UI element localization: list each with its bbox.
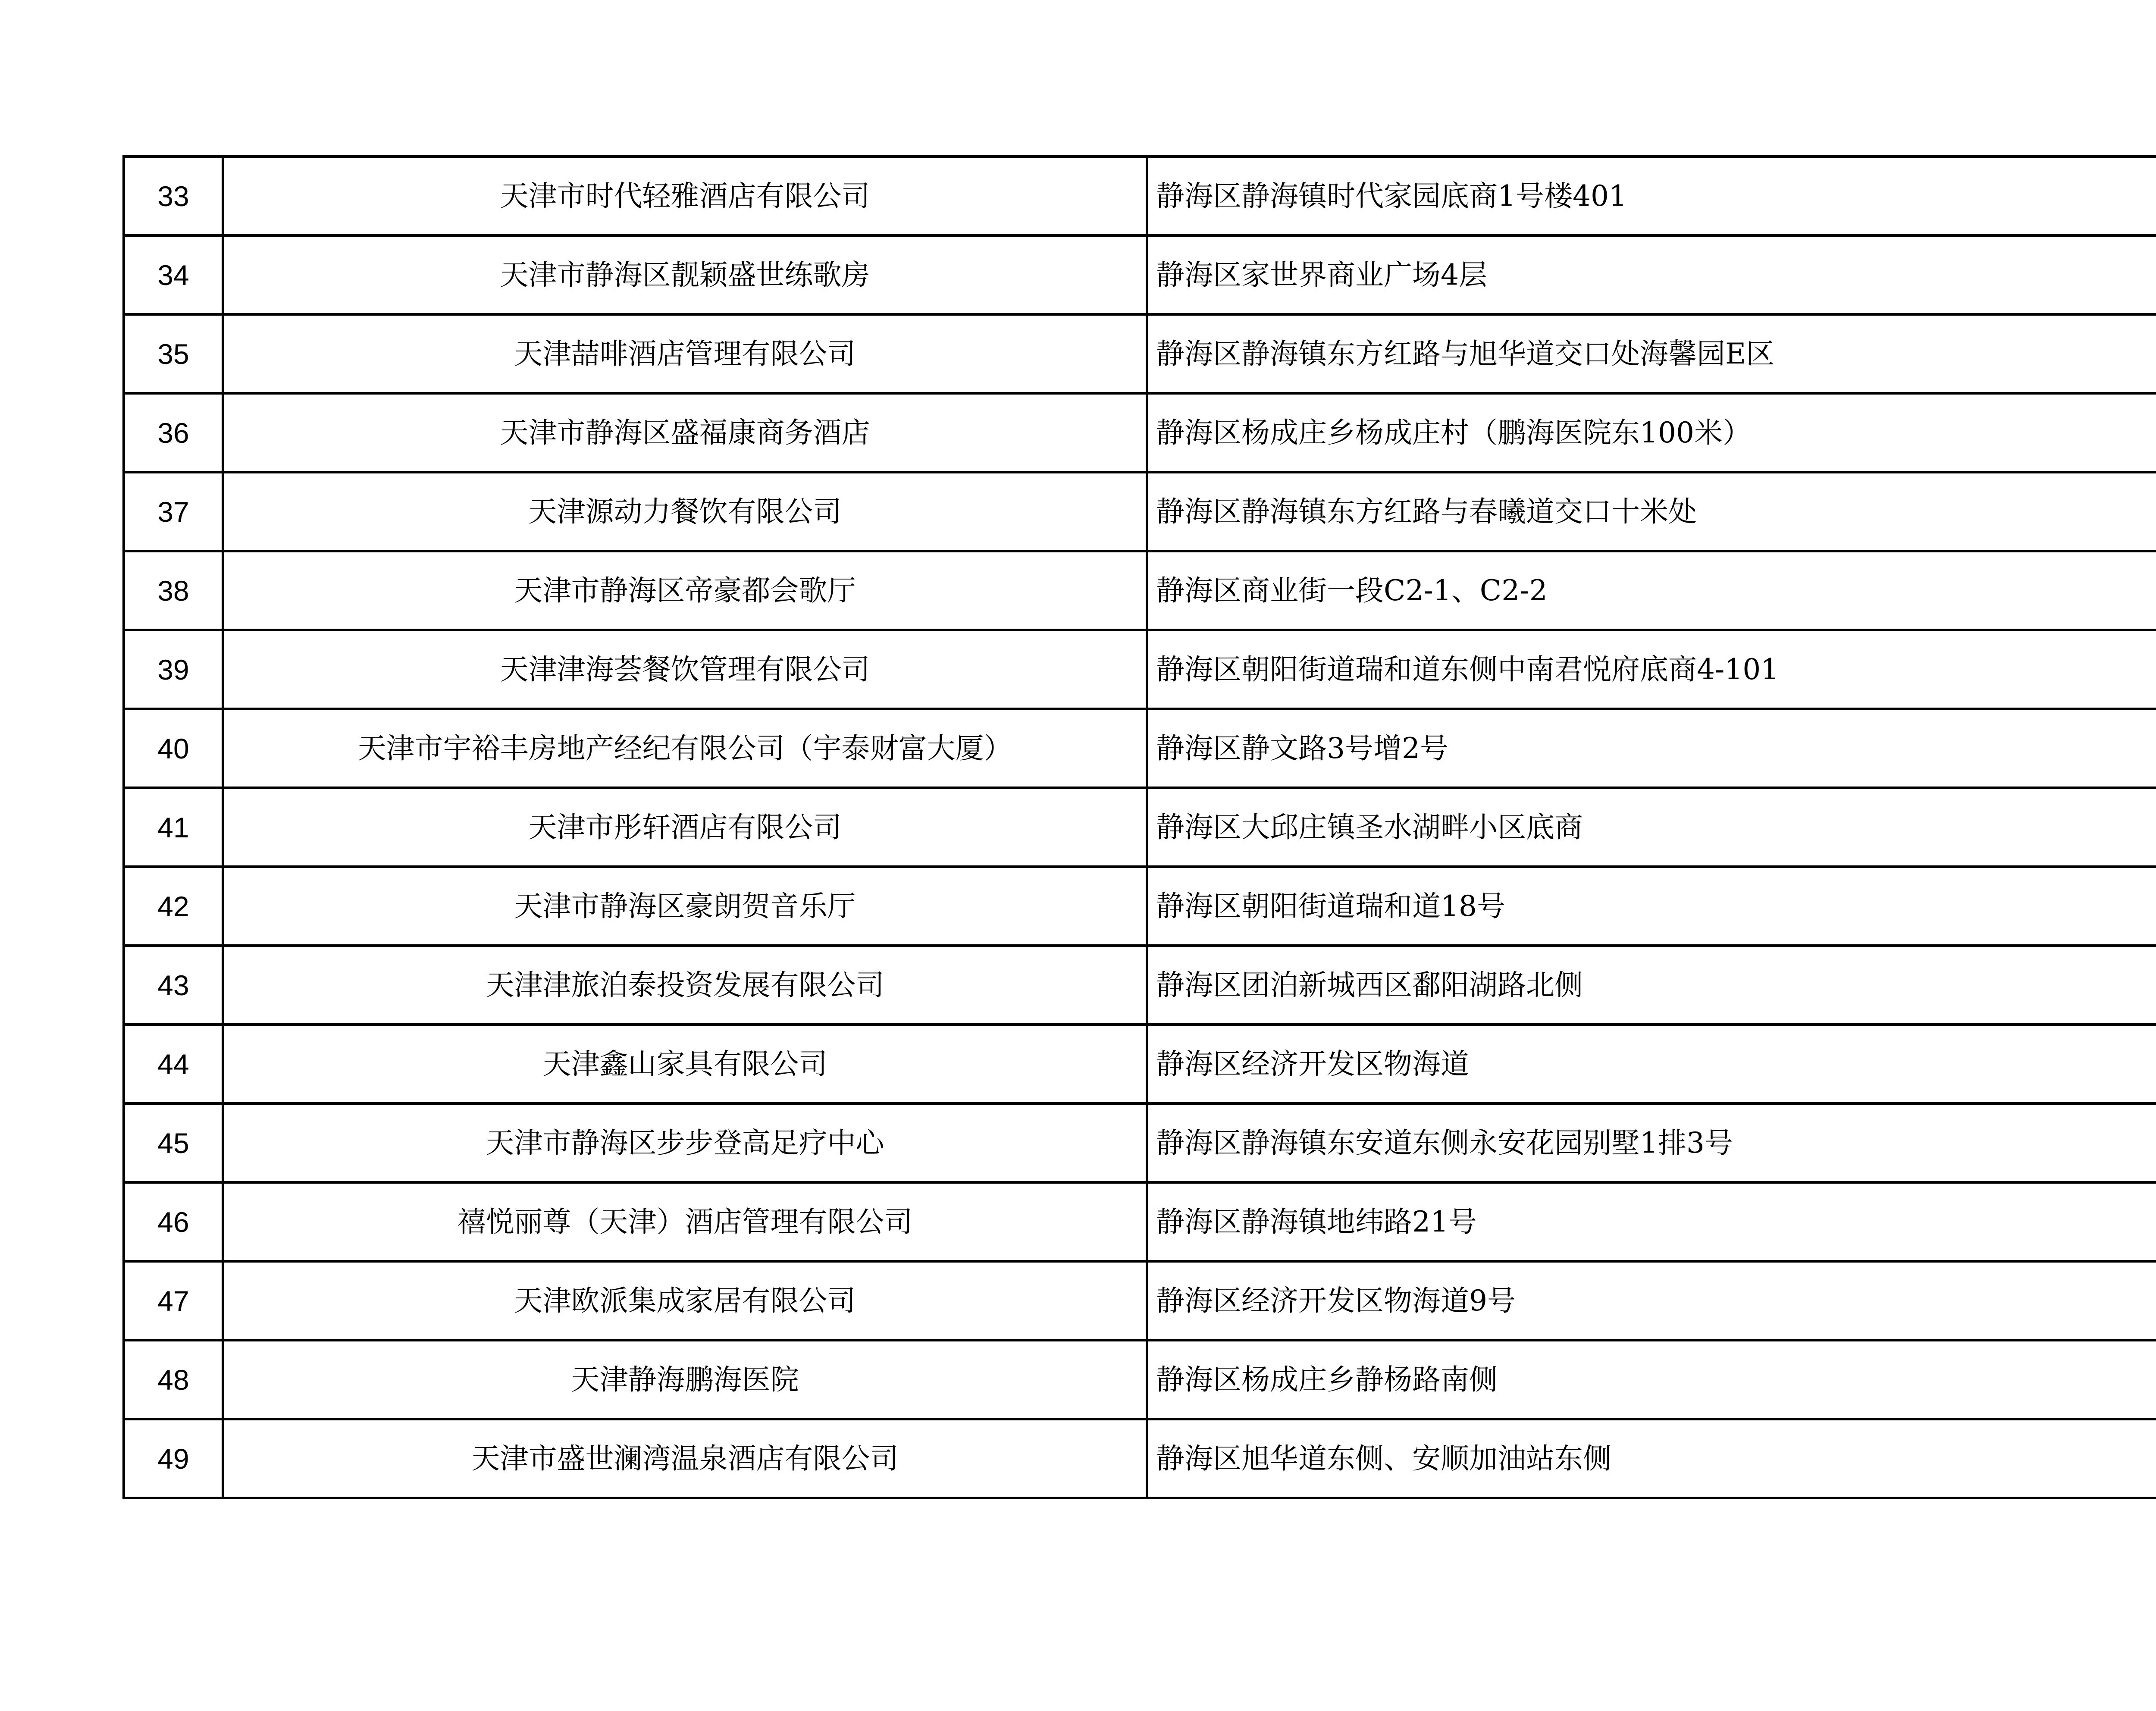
table-row [124,867,2156,946]
row-number: 35 [124,314,223,393]
row-number: 44 [124,1025,223,1103]
row-number: 46 [124,1182,223,1261]
company-address: 静海区静海镇东方红路与旭华道交口处海馨园E区 [1147,314,2156,393]
table-row [124,314,2156,393]
inspection-table [122,155,2156,1499]
table-row [124,1261,2156,1340]
table-row [124,1340,2156,1419]
row-number: 43 [124,946,223,1025]
company-address: 静海区杨成庄乡杨成庄村（鹏海医院东100米） [1147,393,2156,472]
company-name: 禧悦丽尊（天津）酒店管理有限公司 [223,1182,1147,1261]
company-name: 天津市静海区盛福康商务酒店 [223,393,1147,472]
table-row [124,235,2156,314]
table-row [124,1182,2156,1261]
company-address: 静海区朝阳街道瑞和道18号 [1147,867,2156,946]
company-address: 静海区杨成庄乡静杨路南侧 [1147,1340,2156,1419]
table-row [124,393,2156,472]
company-address: 静海区商业街一段C2-1、C2-2 [1147,551,2156,630]
row-number: 47 [124,1261,223,1340]
table-row [124,630,2156,709]
company-address: 静海区经济开发区物海道9号 [1147,1261,2156,1340]
table-row [124,157,2156,235]
company-name: 天津源动力餐饮有限公司 [223,472,1147,551]
company-address: 静海区大邱庄镇圣水湖畔小区底商 [1147,788,2156,867]
company-address: 静海区静文路3号增2号 [1147,709,2156,788]
company-name: 天津市宇裕丰房地产经纪有限公司（宇泰财富大厦） [223,709,1147,788]
table-row [124,788,2156,867]
table-row [124,551,2156,630]
row-number: 40 [124,709,223,788]
company-name: 天津欧派集成家居有限公司 [223,1261,1147,1340]
company-name: 天津市静海区靓颖盛世练歌房 [223,235,1147,314]
company-name: 天津静海鹏海医院 [223,1340,1147,1419]
company-name: 天津市时代轻雅酒店有限公司 [223,157,1147,235]
row-number: 39 [124,630,223,709]
company-name: 天津市静海区豪朗贺音乐厅 [223,867,1147,946]
row-number: 48 [124,1340,223,1419]
company-name: 天津市盛世澜湾温泉酒店有限公司 [223,1419,1147,1498]
company-address: 静海区静海镇地纬路21号 [1147,1182,2156,1261]
table-row [124,946,2156,1025]
row-number: 49 [124,1419,223,1498]
row-number: 42 [124,867,223,946]
company-address: 静海区静海镇东安道东侧永安花园别墅1排3号 [1147,1103,2156,1182]
company-address: 静海区静海镇东方红路与春曦道交口十米处 [1147,472,2156,551]
table-row [124,1025,2156,1103]
table-row [124,472,2156,551]
company-address: 静海区团泊新城西区鄱阳湖路北侧 [1147,946,2156,1025]
row-number: 33 [124,157,223,235]
company-address: 静海区朝阳街道瑞和道东侧中南君悦府底商4-101 [1147,630,2156,709]
row-number: 38 [124,551,223,630]
row-number: 45 [124,1103,223,1182]
company-name: 天津鑫山家具有限公司 [223,1025,1147,1103]
table-row [124,1419,2156,1498]
table-body [124,157,2156,1498]
company-name: 天津市静海区帝豪都会歌厅 [223,551,1147,630]
table-row [124,1103,2156,1182]
table-row [124,709,2156,788]
company-name: 天津市静海区步步登高足疗中心 [223,1103,1147,1182]
company-address: 静海区家世界商业广场4层 [1147,235,2156,314]
company-name: 天津津海荟餐饮管理有限公司 [223,630,1147,709]
row-number: 36 [124,393,223,472]
row-number: 37 [124,472,223,551]
company-name: 天津津旅泊泰投资发展有限公司 [223,946,1147,1025]
company-address: 静海区静海镇时代家园底商1号楼401 [1147,157,2156,235]
company-address: 静海区旭华道东侧、安顺加油站东侧 [1147,1419,2156,1498]
row-number: 41 [124,788,223,867]
company-name: 天津市彤轩酒店有限公司 [223,788,1147,867]
company-name: 天津喆啡酒店管理有限公司 [223,314,1147,393]
company-address: 静海区经济开发区物海道 [1147,1025,2156,1103]
row-number: 34 [124,235,223,314]
